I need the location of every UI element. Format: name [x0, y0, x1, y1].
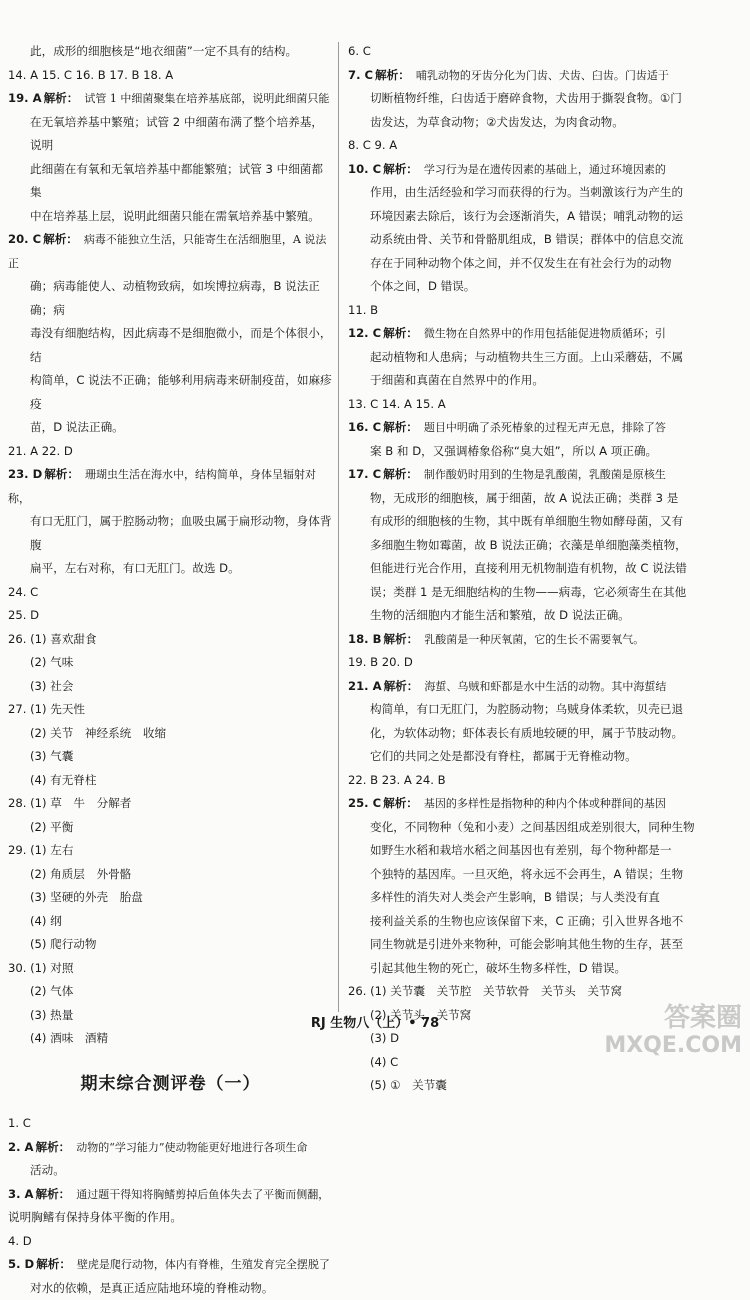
- answer-text: 生物的活细胞内才能生活和繁殖，故 D 说法正确。: [370, 608, 630, 622]
- answer-line: [8, 205, 333, 229]
- answer-line: [348, 581, 718, 605]
- answer-text: 它们的共同之处是都没有脊柱，都属于无脊椎动物。: [370, 749, 637, 763]
- answer-line: [348, 651, 718, 675]
- answer-text: 切断植物纤维，臼齿适于磨碎食物，犬齿用于撕裂食物。①门: [370, 91, 682, 105]
- answer-line: [348, 1074, 718, 1098]
- answer-line: [8, 1230, 333, 1254]
- answer-number: 12. C: [348, 326, 381, 340]
- answer-text: (4) 有无脊柱: [30, 773, 96, 787]
- analysis-tag: 解析：: [35, 1187, 70, 1201]
- watermark-logo: [604, 1004, 742, 1060]
- answer-text: 扁平，左右对称，有口无肛门。故选 D。: [30, 561, 240, 575]
- answer-number: 18. B: [348, 632, 381, 646]
- answer-text: 中在培养基上层，说明此细菌只能在需氧培养基中繁殖。: [30, 209, 320, 223]
- answer-line: [348, 369, 718, 393]
- answer-line: [348, 346, 718, 370]
- answer-line: [8, 816, 333, 840]
- answer-line: [348, 64, 718, 88]
- answer-line: [348, 40, 718, 64]
- answer-text: 案 B 和 D，又强调椿象俗称“臭大姐”，所以 A 项正确。: [370, 444, 657, 458]
- answer-number: 23. D: [8, 467, 42, 481]
- answer-line: [348, 440, 718, 464]
- answer-text: (5) ① 关节囊: [370, 1078, 447, 1092]
- answer-line: [8, 675, 333, 699]
- answer-line: [348, 205, 718, 229]
- answer-line: [348, 769, 718, 793]
- answer-text: 8. C 9. A: [348, 138, 397, 152]
- answer-line: [348, 299, 718, 323]
- answer-line: [348, 181, 718, 205]
- answer-text: 引起其他生物的死亡，破坏生物多样性，D 错误。: [370, 961, 626, 975]
- answer-text: 海蜇、乌贼和虾都是水中生活的动物。其中海蜇结: [424, 680, 666, 693]
- analysis-tag: 解析：: [36, 1257, 71, 1271]
- answer-text: (2) 平衡: [30, 820, 73, 834]
- answer-text: 在无氧培养基中繁殖；试管 2 中细菌布满了整个培养基，说明: [30, 115, 323, 153]
- answer-text: 微生物在自然界中的作用包括能促进物质循环；引: [424, 327, 666, 340]
- answer-text: 22. B 23. A 24. B: [348, 773, 446, 787]
- answer-text: 说明胸鳍有保持身体平衡的作用。: [8, 1210, 182, 1224]
- answer-line: [348, 557, 718, 581]
- watermark-url: MXQE.COM: [604, 1032, 742, 1060]
- section-title: 期末综合测评卷（一）: [8, 1073, 333, 1097]
- answer-text: 基因的多样性是指物种的种内个体或种群间的基因: [424, 797, 666, 810]
- answer-number: 16. C: [348, 420, 381, 434]
- answer-text: 此细菌在有氧和无氧培养基中都能繁殖；试管 3 中细菌都集: [30, 162, 323, 200]
- answer-line: [8, 581, 333, 605]
- answer-text: 个体之间，D 错误。: [370, 279, 475, 293]
- answer-text: 确；病毒能使人、动植物致病，如埃博拉病毒，B 说法正确；病: [30, 279, 320, 317]
- answer-line: [348, 487, 718, 511]
- answer-text: 珊瑚虫生活在海水中，结构简单，身体呈辐射对称，: [8, 468, 316, 505]
- answer-line: [8, 40, 333, 64]
- answer-text: 病毒不能独立生活，只能寄生在活细胞里，A 说法正: [8, 233, 326, 270]
- answer-text: 哺乳动物的牙齿分化为门齿、犬齿、臼齿。门齿适于: [416, 69, 669, 82]
- answer-text: (2) 角质层 外骨骼: [30, 867, 131, 881]
- answer-line: [8, 886, 333, 910]
- answer-text: 24. C: [8, 585, 38, 599]
- answer-line: [348, 910, 718, 934]
- answer-text: 同生物就是引进外来物种，可能会影响其他生物的生存，甚至: [370, 937, 683, 951]
- answer-line: [348, 933, 718, 957]
- answer-text: 对水的依赖，是真正适应陆地环境的脊椎动物。: [30, 1281, 273, 1295]
- answer-line: [348, 722, 718, 746]
- answer-text: 25. D: [8, 608, 39, 622]
- answer-line: [8, 839, 333, 863]
- answer-text: 乳酸菌是一种厌氧菌，它的生长不需要氧气。: [424, 633, 644, 646]
- answer-text: 学习行为是在遗传因素的基础上，通过环境因素的: [424, 163, 666, 176]
- watermark-text: 答案圈: [604, 1004, 742, 1032]
- answer-line: [8, 933, 333, 957]
- answer-text: (3) D: [370, 1031, 399, 1045]
- answer-text: 毒没有细胞结构，因此病毒不是细胞微小，而是个体很小，结: [30, 326, 331, 364]
- answer-text: (3) 热量: [30, 1008, 73, 1022]
- answer-number: 21. A: [348, 679, 382, 693]
- answer-line: [8, 1183, 333, 1207]
- answer-text: 起动植物和人患病；与动植物共生三方面。上山采蘑菇，不属: [370, 350, 683, 364]
- answer-text: 如野生水稻和栽培水稻之间基因也有差别，每个物种都是一: [370, 843, 671, 857]
- answer-line: [8, 910, 333, 934]
- answer-line: [348, 604, 718, 628]
- answer-line: [8, 628, 333, 652]
- answer-line: [348, 886, 718, 910]
- answer-text: 个独特的基因库。一旦灭绝，将永远不会再生，A 错误；生物: [370, 867, 683, 881]
- answer-text: 构简单，C 说法不正确；能够利用病毒来研制疫苗，如麻疹疫: [30, 373, 332, 411]
- column-divider: [338, 42, 339, 1012]
- analysis-tag: 解析：: [35, 1140, 70, 1154]
- answer-text: (2) 气体: [30, 984, 73, 998]
- answer-text: (3) 社会: [30, 679, 73, 693]
- answer-text: 但能进行光合作用，直接利用无机物制造有机物，故 C 说法错: [370, 561, 687, 575]
- answer-line: [348, 510, 718, 534]
- answer-line: [8, 745, 333, 769]
- analysis-tag: 解析：: [375, 68, 410, 82]
- answer-text: (4) C: [370, 1055, 398, 1069]
- answer-line: [8, 769, 333, 793]
- answer-line: [348, 745, 718, 769]
- answer-line: [8, 1112, 333, 1136]
- answer-text: 30. (1) 对照: [8, 961, 73, 975]
- answer-text: 物，无成形的细胞核，属于细菌，故 A 说法正确；类群 3 是: [370, 491, 678, 505]
- analysis-tag: 解析：: [44, 467, 79, 481]
- answer-line: [348, 675, 718, 699]
- answer-line: [348, 839, 718, 863]
- answer-text: 作用，由生活经验和学习而获得的行为。当刺激该行为产生的: [370, 185, 683, 199]
- answer-text: 误；类群 1 是无细胞结构的生物——病毒，它必须寄生在其他: [370, 585, 686, 599]
- answer-text: 有成形的细胞核的生物，其中既有单细胞生物如酵母菌，又有: [370, 514, 683, 528]
- answer-text: 多细胞生物如霉菌，故 B 说法正确；衣藻是单细胞藻类植物，: [370, 538, 687, 552]
- answer-line: [348, 980, 718, 1004]
- answer-text: 接利益关系的生物也应该保留下来，C 正确；引入世界各地不: [370, 914, 683, 928]
- left-column: [8, 40, 333, 1300]
- answer-text: 26. (1) 关节囊 关节腔 关节软骨 关节头 关节窝: [348, 984, 622, 998]
- answer-line: [8, 87, 333, 111]
- answer-number: 5. D: [8, 1257, 34, 1271]
- answer-line: [8, 957, 333, 981]
- answer-line: [8, 557, 333, 581]
- answer-line: [348, 863, 718, 887]
- page-footer: RJ 生物八（上）• 78: [0, 1012, 750, 1036]
- answer-text: 6. C: [348, 44, 371, 58]
- answer-text: 11. B: [348, 303, 378, 317]
- answer-line: [348, 816, 718, 840]
- answer-line: [8, 440, 333, 464]
- answer-text: (2) 关节头 关节窝: [370, 1008, 471, 1022]
- answer-text: 苗，D 说法正确。: [30, 420, 124, 434]
- answer-text: 存在于同种动物个体之间，并不仅发生在有社会行为的动物: [370, 256, 671, 270]
- analysis-tag: 解析：: [43, 232, 78, 246]
- answer-line: [348, 322, 718, 346]
- answer-number: 10. C: [348, 162, 381, 176]
- analysis-tag: 解析：: [383, 467, 418, 481]
- analysis-tag: 解析：: [383, 162, 418, 176]
- answer-text: 通过题干得知将胸鳍剪掉后鱼体失去了平衡而侧翻，: [76, 1188, 329, 1201]
- answer-text: 壁虎是爬行动物，体内有脊椎，生殖发育完全摆脱了: [77, 1258, 330, 1271]
- answer-line: [348, 134, 718, 158]
- answer-number: 2. A: [8, 1140, 33, 1154]
- answer-number: 7. C: [348, 68, 373, 82]
- answer-text: 1. C: [8, 1116, 31, 1130]
- analysis-tag: 解析：: [383, 420, 418, 434]
- answer-text: 27. (1) 先天性: [8, 702, 85, 716]
- answer-line: [8, 1253, 333, 1277]
- answer-line: [8, 275, 333, 322]
- answer-line: [348, 628, 718, 652]
- answer-text: 29. (1) 左右: [8, 843, 73, 857]
- answer-text: 试管 1 中细菌聚集在培养基底部，说明此细菌只能: [84, 92, 329, 105]
- answer-line: [8, 64, 333, 88]
- answer-line: [348, 158, 718, 182]
- answer-line: [8, 1277, 333, 1300]
- answer-text: 19. B 20. D: [348, 655, 413, 669]
- answer-number: 25. C: [348, 796, 381, 810]
- answer-number: 17. C: [348, 467, 381, 481]
- answer-line: [8, 1206, 333, 1230]
- answer-text: 于细菌和真菌在自然界中的作用。: [370, 373, 544, 387]
- answer-line: [348, 228, 718, 252]
- answer-text: 构简单，有口无肛门，为腔肠动物；乌贼身体柔软，贝壳已退: [370, 702, 683, 716]
- answer-line: [348, 393, 718, 417]
- answer-text: (4) 纲: [30, 914, 62, 928]
- answer-line: [348, 534, 718, 558]
- answer-line: [8, 792, 333, 816]
- answer-text: 26. (1) 喜欢甜食: [8, 632, 97, 646]
- answer-line: [348, 111, 718, 135]
- answer-number: 3. A: [8, 1187, 33, 1201]
- answer-line: [348, 252, 718, 276]
- answer-line: [348, 792, 718, 816]
- answer-text: 21. A 22. D: [8, 444, 73, 458]
- answer-text: 13. C 14. A 15. A: [348, 397, 446, 411]
- answer-text: 有口无肛门，属于腔肠动物；血吸虫属于扁形动物，身体背腹: [30, 514, 331, 552]
- answer-text: 环境因素去除后，该行为会逐渐消失，A 错误；哺乳动物的运: [370, 209, 683, 223]
- answer-text: 变化，不同物种（兔和小麦）之间基因组成差别很大，同种生物: [370, 820, 695, 834]
- analysis-tag: 解析：: [383, 796, 418, 810]
- answer-text: 28. (1) 草 牛 分解者: [8, 796, 131, 810]
- answer-line: [348, 698, 718, 722]
- answer-text: (3) 气囊: [30, 749, 73, 763]
- answer-line: [8, 322, 333, 369]
- answer-line: [8, 369, 333, 416]
- answer-text: 化，为软体动物；虾体表长有质地较硬的甲，属于节肢动物。: [370, 726, 683, 740]
- answer-line: [8, 698, 333, 722]
- answer-line: [8, 158, 333, 205]
- answer-line: [8, 604, 333, 628]
- answer-text: 此，成形的细胞核是“地衣细菌”一定不具有的结构。: [30, 44, 297, 58]
- answer-text: 14. A 15. C 16. B 17. B 18. A: [8, 68, 173, 82]
- analysis-tag: 解析：: [44, 91, 79, 105]
- answer-line: [8, 651, 333, 675]
- answer-text: (2) 关节 神经系统 收缩: [30, 726, 166, 740]
- answer-line: [8, 510, 333, 557]
- analysis-tag: 解析：: [384, 679, 419, 693]
- answer-text: (3) 坚硬的外壳 胎盘: [30, 890, 143, 904]
- answer-text: 齿发达，为草食动物；②犬齿发达，为肉食动物。: [370, 115, 624, 129]
- answer-line: [8, 463, 333, 510]
- answer-text: 动系统由骨、关节和骨骼肌组成，B 错误；群体中的信息交流: [370, 232, 683, 246]
- answer-line: [8, 1159, 333, 1183]
- answer-line: [8, 980, 333, 1004]
- answer-line: [348, 957, 718, 981]
- answer-text: 4. D: [8, 1234, 32, 1248]
- right-column: [348, 40, 718, 1098]
- answer-line: [8, 228, 333, 275]
- answer-number: 20. C: [8, 232, 41, 246]
- answer-line: [348, 87, 718, 111]
- answer-text: (2) 气味: [30, 655, 73, 669]
- answer-line: [8, 416, 333, 440]
- answer-text: 动物的“学习能力”使动物能更好地进行各项生命: [76, 1141, 307, 1154]
- answer-text: (4) 酒味 酒精: [30, 1031, 108, 1045]
- answer-text: 活动。: [30, 1163, 65, 1177]
- answer-number: 19. A: [8, 91, 42, 105]
- answer-line: [348, 463, 718, 487]
- analysis-tag: 解析：: [383, 326, 418, 340]
- answer-line: [348, 275, 718, 299]
- answer-text: 题目中明确了杀死椿象的过程无声无息，排除了答: [424, 421, 666, 434]
- answer-line: [8, 863, 333, 887]
- answer-text: 制作酸奶时用到的生物是乳酸菌，乳酸菌是原核生: [424, 468, 666, 481]
- answer-line: [8, 111, 333, 158]
- answer-line: [8, 1136, 333, 1160]
- answer-line: [348, 416, 718, 440]
- analysis-tag: 解析：: [383, 632, 418, 646]
- answer-line: [8, 722, 333, 746]
- answer-text: 多样性的消失对人类会产生影响，B 错误；与人类没有直: [370, 890, 660, 904]
- answer-text: (5) 爬行动物: [30, 937, 96, 951]
